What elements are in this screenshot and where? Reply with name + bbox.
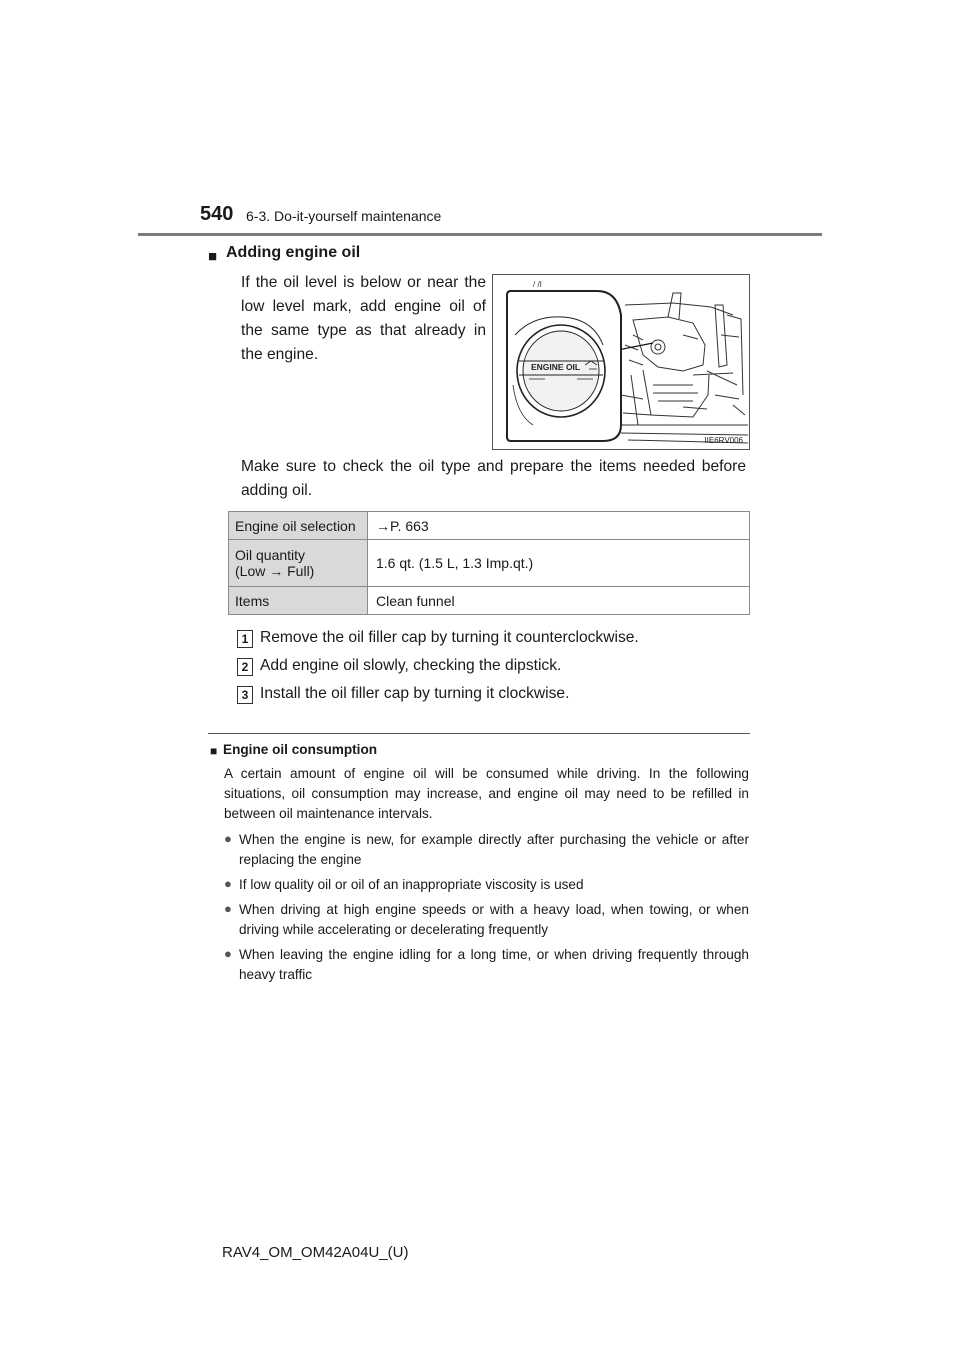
table-row xyxy=(229,512,750,540)
info-square-icon: ■ xyxy=(210,744,218,758)
table-value-cell: →P. 663 xyxy=(368,512,750,540)
table-label-line: (Low → Full) xyxy=(235,563,315,579)
engine-bay-drawing xyxy=(493,275,750,450)
table-label-cell: Engine oil selection xyxy=(229,512,368,540)
step-number-badge: 3 xyxy=(237,686,253,704)
bullet-text: If low quality oil or oil of an inappropriate viscosity is used xyxy=(239,877,584,892)
bullet-icon: ● xyxy=(224,946,232,961)
table-value-cell: Clean funnel xyxy=(368,587,750,615)
step-number-badge: 2 xyxy=(237,658,253,676)
heading-square-icon: ■ xyxy=(208,248,218,265)
document-code: RAV4_OM_OM42A04U_(U) xyxy=(222,1244,409,1261)
page-number: 540 xyxy=(200,203,234,225)
step-text: Install the oil filler cap by turning it clockwise. xyxy=(260,685,570,702)
table-label-cell xyxy=(229,540,368,587)
table-row xyxy=(229,587,750,615)
bullet-text: When driving at high engine speeds or with a heavy load, when towing, or when driving while accelerating or decelerating frequently xyxy=(239,902,749,937)
oil-spec-table xyxy=(228,511,750,615)
bullet-text: When the engine is new, for example directly after purchasing the vehicle or after replacing the engine xyxy=(239,832,749,867)
section-heading: Adding engine oil xyxy=(226,244,361,261)
table-label-cell: Items xyxy=(229,587,368,615)
section-title: 6-3. Do-it-yourself maintenance xyxy=(246,208,442,224)
info-paragraph: A certain amount of engine oil will be consumed while driving. In the following situations, oil consumption may increase, and engine oil may need to be refilled in between oil maintenance intervals. xyxy=(224,766,749,821)
bullet-icon: ● xyxy=(224,901,232,916)
bullet-icon: ● xyxy=(224,831,232,846)
step-text: Remove the oil filler cap by turning it counterclockwise. xyxy=(260,629,639,646)
illustration-code: IIE6RV006 xyxy=(704,436,743,445)
table-value-cell: 1.6 qt. (1.5 L, 1.3 Imp.qt.) xyxy=(368,540,750,587)
intro-paragraph: If the oil level is below or near the low level mark, add engine oil of the same type as that already in the engine. xyxy=(241,274,486,363)
step-text: Add engine oil slowly, checking the dipstick. xyxy=(260,657,562,674)
table-label-line: Oil quantity xyxy=(235,547,306,563)
header-rule xyxy=(138,233,822,236)
table-row xyxy=(229,540,750,587)
bullet-text: When leaving the engine idling for a long time, or when driving frequently through heavy traffic xyxy=(239,947,749,982)
info-title: Engine oil consumption xyxy=(223,742,378,757)
step-number-badge: 1 xyxy=(237,630,253,648)
svg-text:/ /I: / /I xyxy=(533,280,542,289)
bullet-icon: ● xyxy=(224,876,232,891)
note-paragraph: Make sure to check the oil type and prepare the items needed before adding oil. xyxy=(241,458,746,499)
cap-label: ENGINE OIL xyxy=(531,362,581,372)
info-divider xyxy=(208,733,750,734)
oil-filler-cap-illustration xyxy=(492,274,750,450)
